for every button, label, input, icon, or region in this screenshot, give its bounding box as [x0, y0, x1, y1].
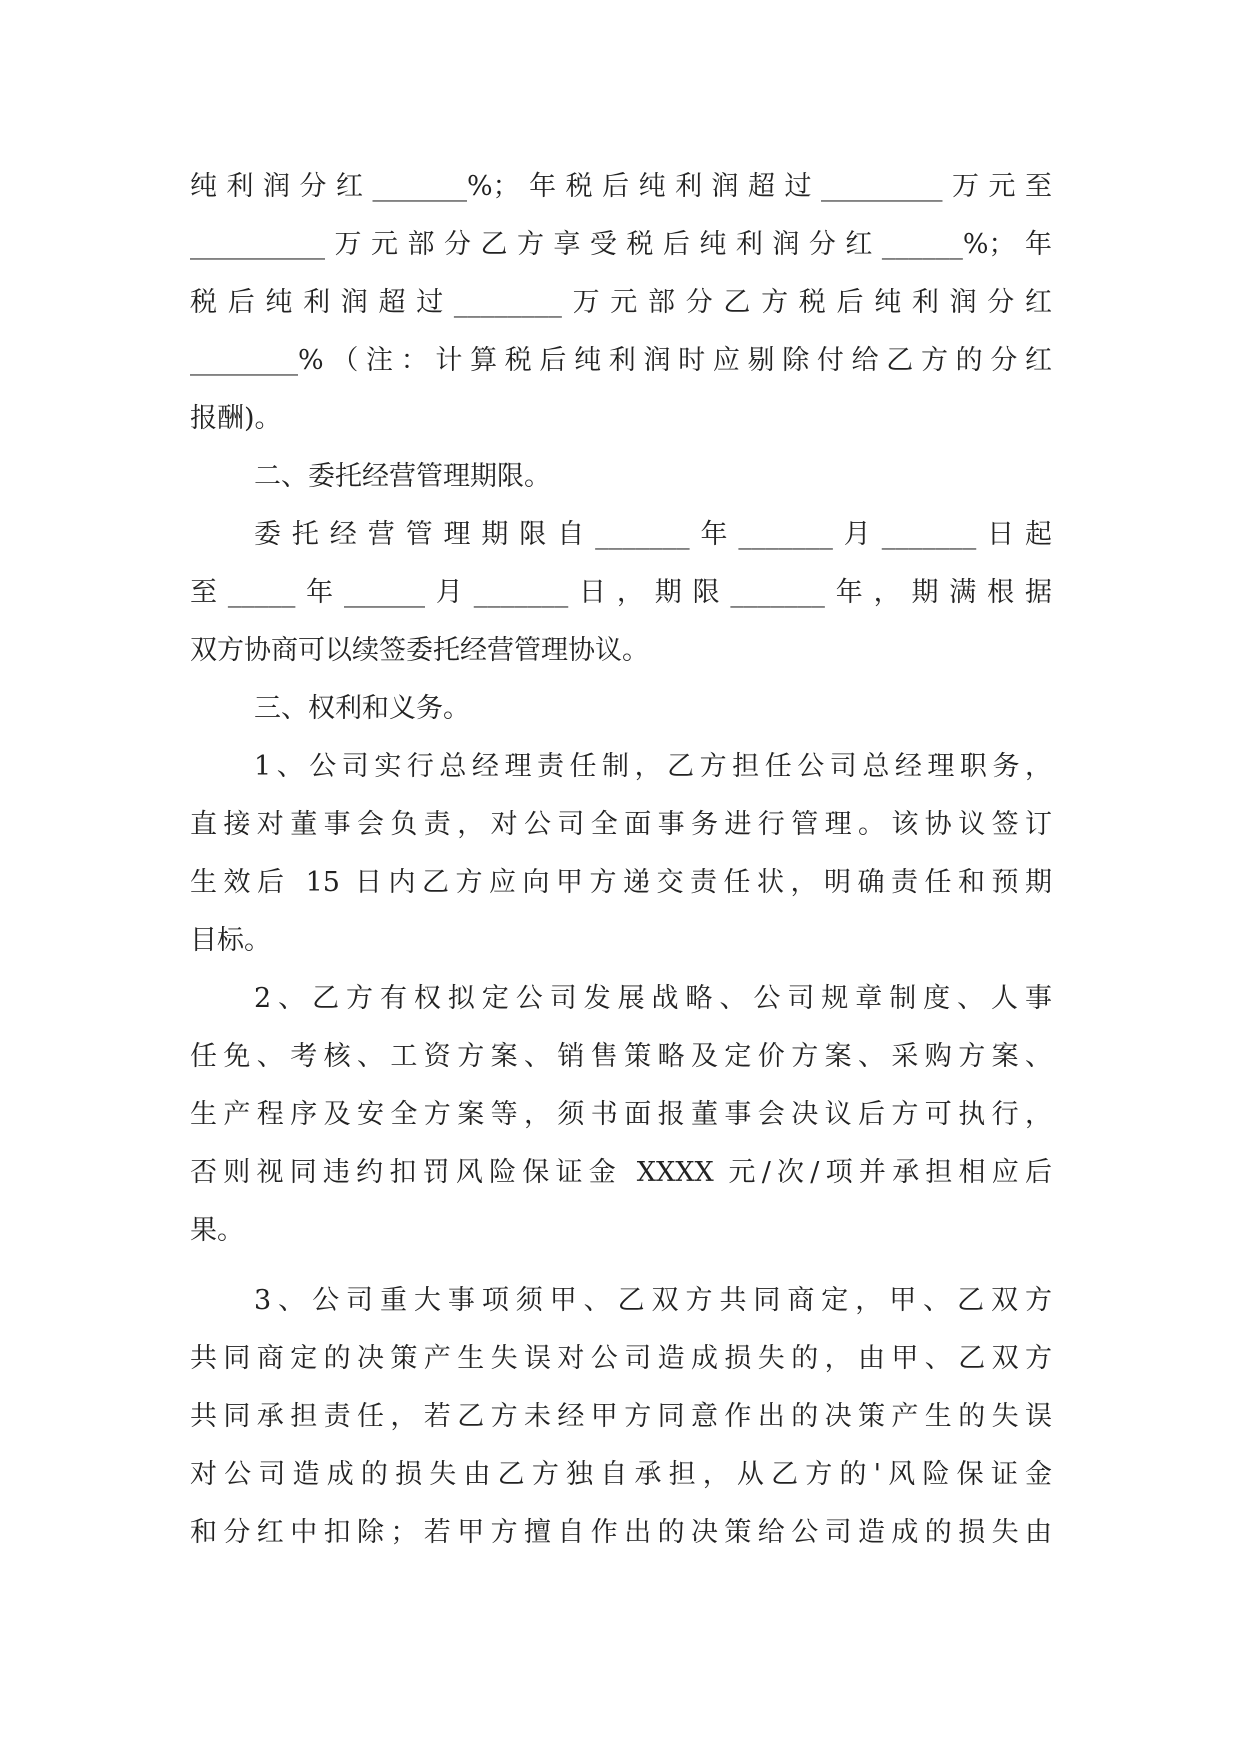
text-line: 委托经营管理期限自_______年_______月_______日起: [254, 519, 1052, 550]
text-line: 否则视同违约扣罚风险保证金 XXXX 元/次/项并承担相应后: [190, 1157, 1052, 1188]
text-line: 生效后 15 日内乙方应向甲方递交责任状，明确责任和预期: [190, 867, 1052, 898]
text-line: 生产程序及安全方案等，须书面报董事会决议后方可执行，: [190, 1099, 1052, 1130]
text-line: 2、乙方有权拟定公司发展战略、公司规章制度、人事: [254, 983, 1052, 1014]
text-line: 共同承担责任，若乙方未经甲方同意作出的决策产生的失误: [190, 1401, 1052, 1432]
text-line: 双方协商可以续签委托经营管理协议。: [190, 635, 649, 666]
text-line: 共同商定的决策产生失误对公司造成损失的，由甲、乙双方: [190, 1343, 1052, 1374]
text-line: 报酬)。: [190, 403, 282, 434]
text-line: 对公司造成的损失由乙方独自承担，从乙方的'风险保证金: [190, 1459, 1052, 1490]
text-line: 1、公司实行总经理责任制，乙方担任公司总经理职务，: [254, 751, 1052, 782]
paragraph-gap: [190, 1260, 1052, 1272]
text-line: 纯利润分红_______%；年税后纯利润超过_________万元至: [190, 171, 1052, 202]
text-line: 任免、考核、工资方案、销售策略及定价方案、采购方案、: [190, 1041, 1052, 1072]
section-heading-rights: 三、权利和义务。: [254, 693, 470, 724]
text-line: 至_____年______月_______日，期限_______年，期满根据: [190, 577, 1052, 608]
text-line: 和分红中扣除；若甲方擅自作出的决策给公司造成的损失由: [190, 1517, 1052, 1548]
text-line: 果。: [190, 1215, 244, 1246]
text-line: ________%（注：计算税后纯利润时应剔除付给乙方的分红: [190, 345, 1052, 376]
text-line: 目标。: [190, 925, 271, 956]
document-body: [190, 158, 1052, 1562]
text-line: 直接对董事会负责，对公司全面事务进行管理。该协议签订: [190, 809, 1052, 840]
text-line: 3、公司重大事项须甲、乙双方共同商定，甲、乙双方: [254, 1285, 1052, 1316]
text-line: __________万元部分乙方享受税后纯利润分红______%；年: [190, 229, 1052, 260]
section-heading-term: 二、委托经营管理期限。: [254, 461, 551, 492]
text-line: 税后纯利润超过________万元部分乙方税后纯利润分红: [190, 287, 1052, 318]
